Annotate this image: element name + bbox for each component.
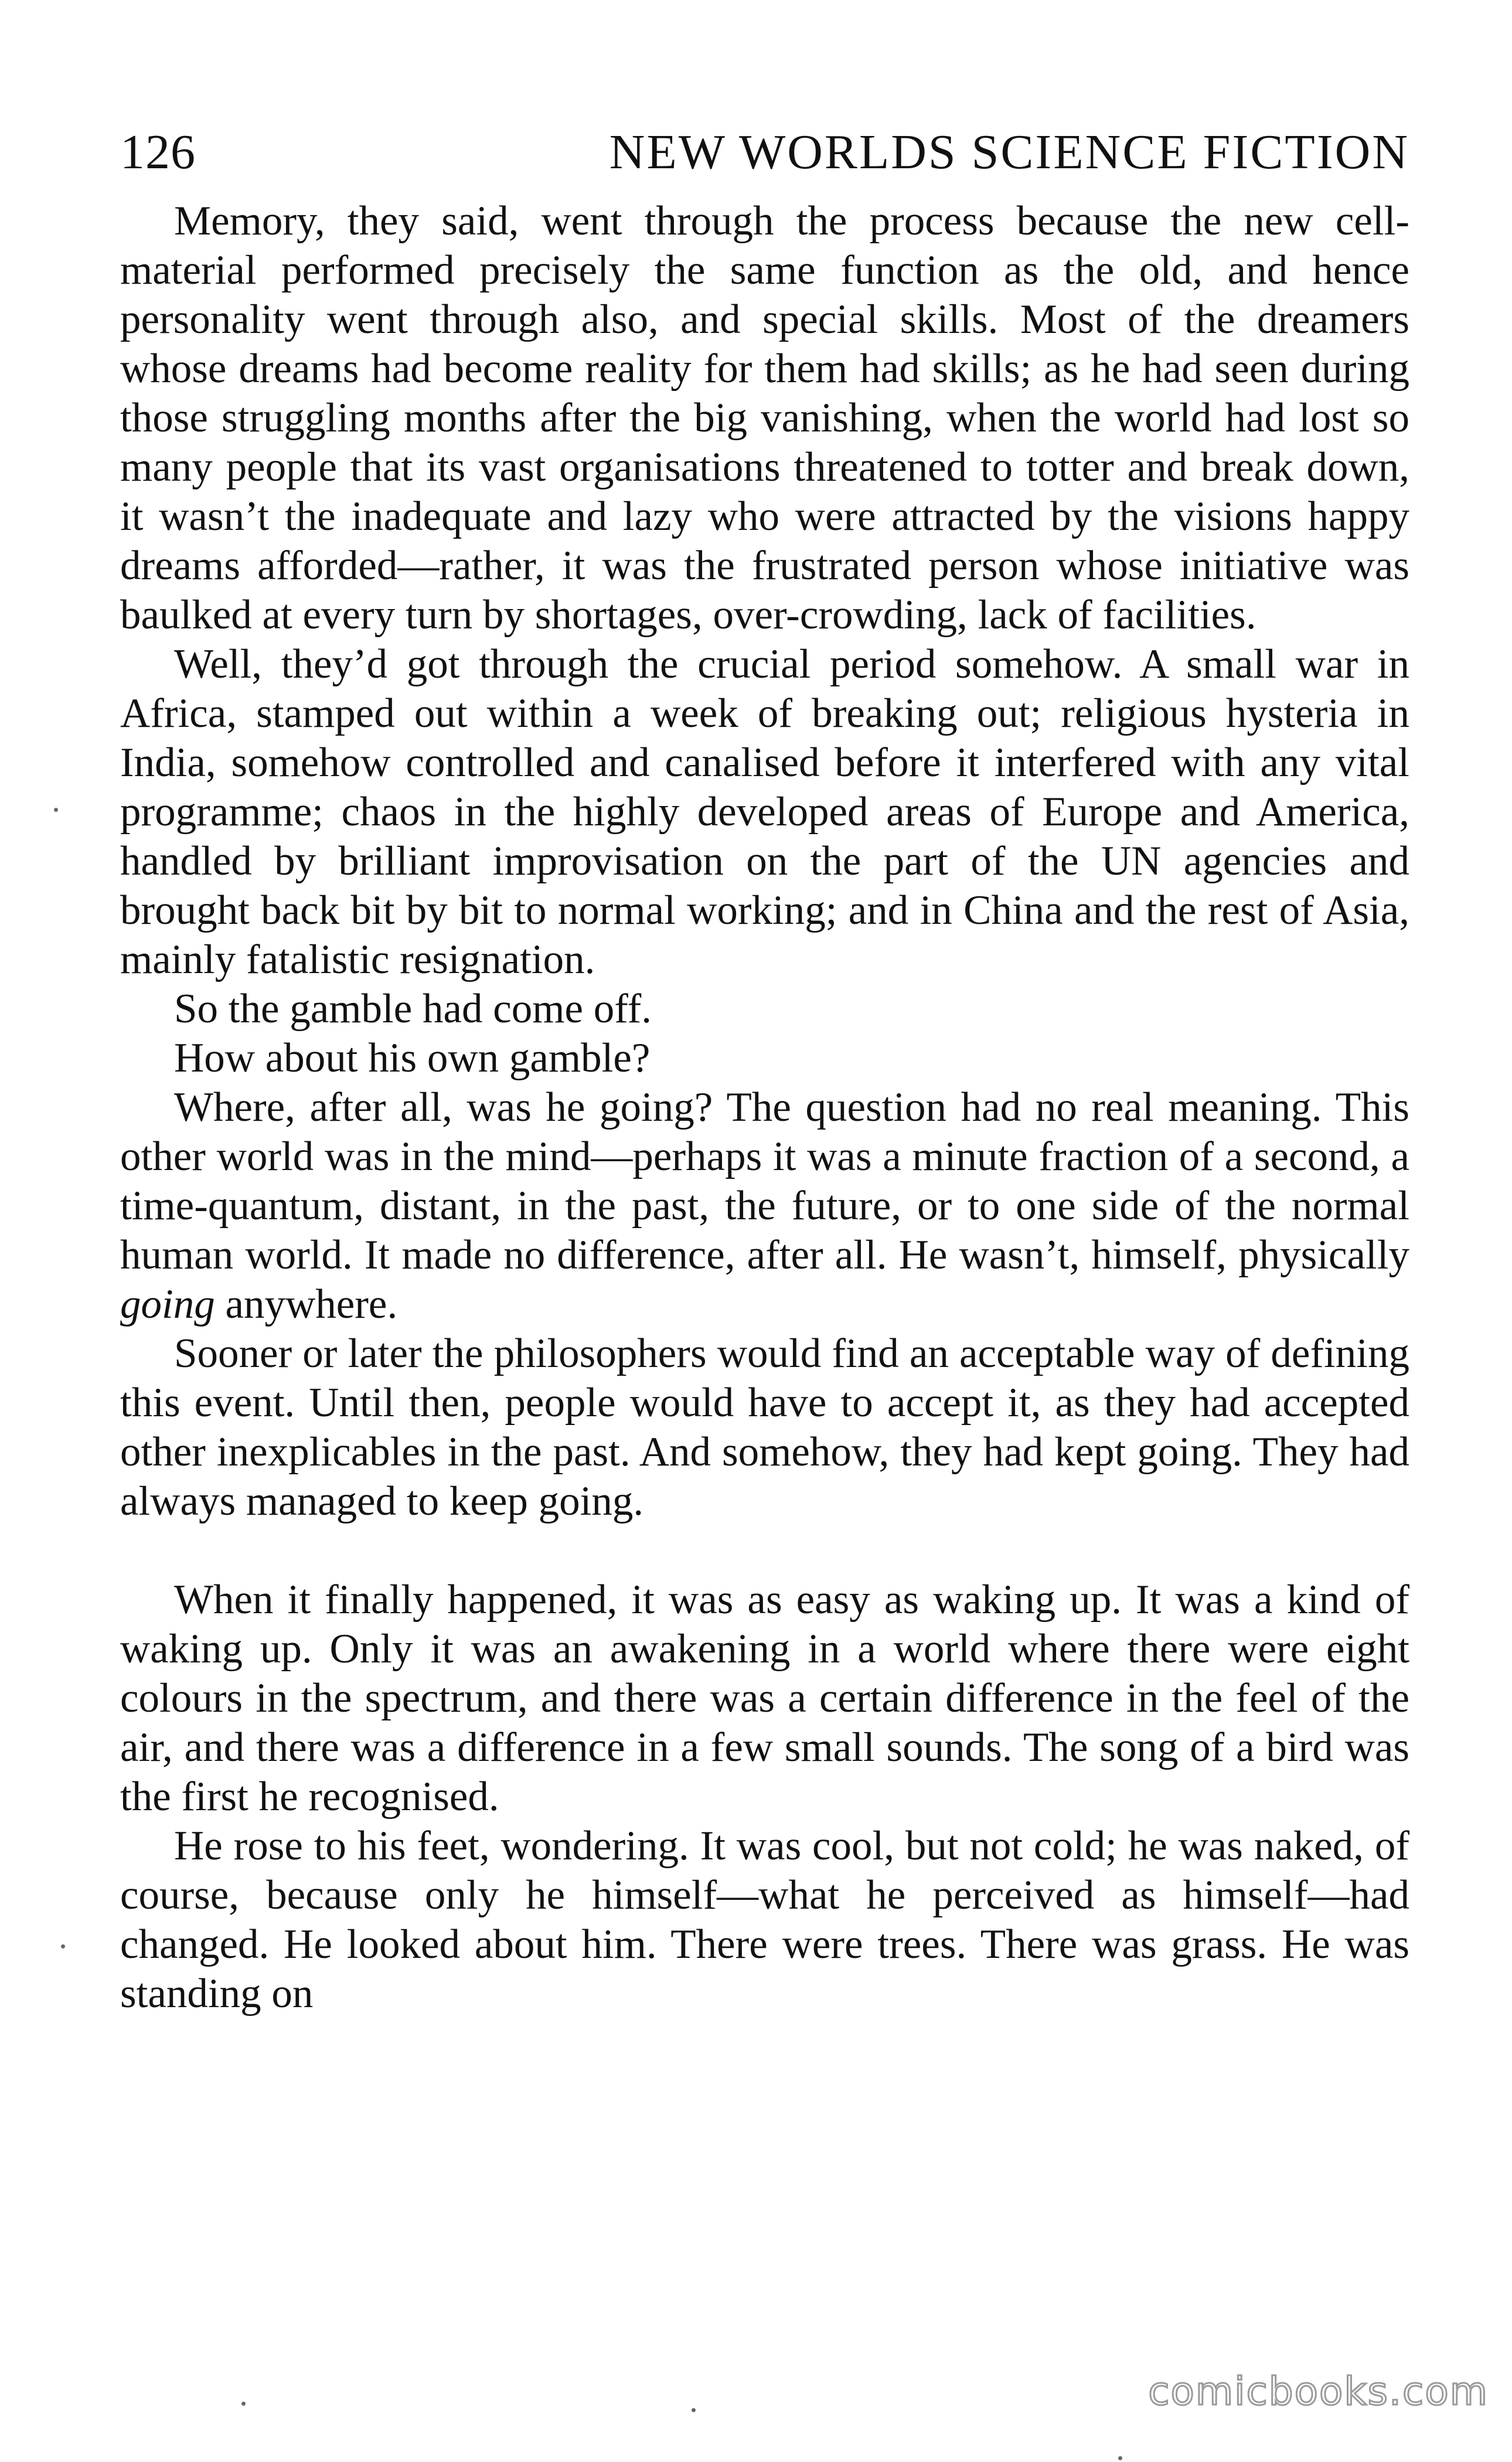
paragraph-where-going-text: Where, after all, was he going? The question had no real meaning. This other world was in the mind—perhaps it was a minute fraction of a second, a time-quantum, distant, in the past, the future, or to one side of the normal human world. It made no difference, after all. He wasn’t, himself, physically — [120, 1084, 1409, 1278]
paragraph-philosophers: Sooner or later the philosophers would find an acceptable way of defining this event. Until then, people would have to accept it, as they had accepted other inexplicables in the past. And somehow, they had kept going. They had always managed to keep going. — [120, 1331, 1409, 1524]
body-text — [120, 196, 1409, 2018]
paragraph-where-going — [120, 1083, 1409, 1329]
paragraph-rose: He rose to his feet, wondering. It was cool, but not cold; he was naked, of course, because only he himself—what he perceived as himself—had changed. He looked about him. There were trees. There was grass. He was standing on — [120, 1823, 1409, 2016]
book-page — [120, 123, 1409, 2018]
paper-speck — [1118, 2456, 1122, 2460]
paragraph-own-gamble: How about his own gamble? — [174, 1035, 651, 1081]
running-title: NEW WORLDS SCIENCE FICTION — [609, 125, 1409, 179]
paper-speck — [61, 1944, 65, 1948]
watermark-logo: comicbooks.com — [1148, 2369, 1489, 2414]
paragraph-memory: Memory, they said, went through the process because the new cell-material performed precisely the same function as the old, and hence personality went through also, and special skills. Most of the dreamers whose dreams had become reality for them had skills; as he had seen during those struggling months after the big vanishing, when the world had lost so many people that its vast organisations threatened to totter and break down, it wasn’t the inadequate and lazy who were attracted by the visions happy dreams afforded—rather, it was the frustrated person whose initiative was baulked at every turn by shortages, over-crowding, lack of facilities. — [120, 198, 1409, 638]
paragraph-crucial-period: Well, they’d got through the crucial period somehow. A small war in Africa, stamped out within a week of breaking out; religious hysteria in India, somehow controlled and canalised before it interfered with any vital programme; chaos in the highly developed areas of Europe and America, handled by brilliant improvisation on the part of the UN agencies and brought back bit by bit to normal working; and in China and the rest of Asia, mainly fatalistic resignation. — [120, 641, 1409, 982]
paragraph-gamble: So the gamble had come off. — [174, 986, 652, 1032]
italic-going: going — [120, 1281, 215, 1327]
paper-speck — [692, 2408, 696, 2412]
section-break — [120, 1526, 1409, 1575]
running-head — [120, 123, 1409, 182]
paper-speck — [54, 808, 58, 812]
page-number: 126 — [120, 125, 196, 179]
paragraph-awakening: When it finally happened, it was as easy as waking up. It was a kind of waking up. Only it was an awakening in a world where there were eight colours in the spectrum, and there was a certain difference in the feel of the air, and there was a difference in a few small sounds. The song of a bird was the first he recognised. — [120, 1577, 1409, 1820]
paragraph-where-going-end: anywhere. — [214, 1281, 398, 1327]
paper-speck — [241, 2402, 246, 2406]
